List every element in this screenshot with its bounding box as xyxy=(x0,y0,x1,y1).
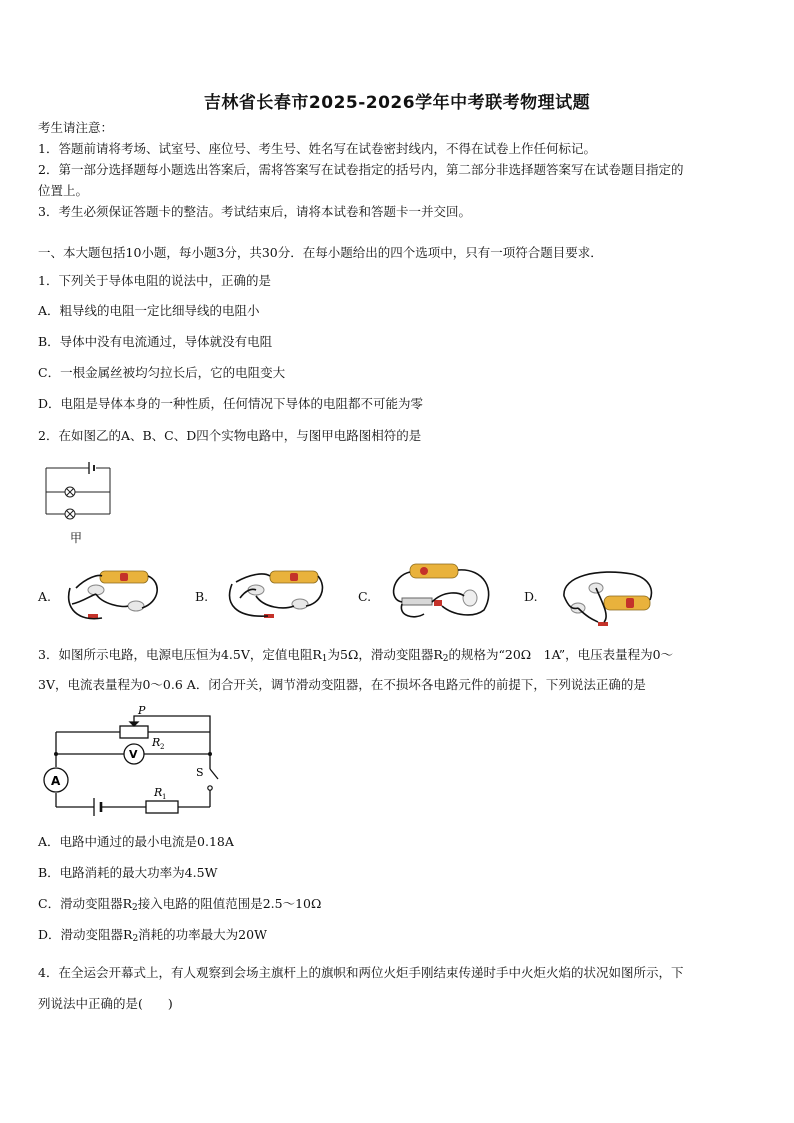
q2-option-c-photo xyxy=(384,560,500,626)
notice-item-2-cont: 位置上。 xyxy=(38,183,89,198)
q2-option-d-label: D. xyxy=(524,589,538,604)
notice-item-1: 1．答题前请将考场、试室号、座位号、考生号、姓名写在试卷密封线内，不得在试卷上作任何标记。 xyxy=(38,141,596,156)
notice-item-2: 2．第一部分选择题每小题选出答案后，需将答案写在试卷指定的括号内，第二部分非选择题答案写在试卷题目指定的 xyxy=(38,162,684,177)
q2-circuit-diagram-jia xyxy=(38,460,118,522)
q2-option-a-label: A. xyxy=(38,589,52,604)
switch-label: S xyxy=(196,766,204,779)
q3-fig-label-r1: R xyxy=(154,786,163,799)
q2-stem: 2．在如图乙的A、B、C、D四个实物电路中，与图甲电路图相符的是 xyxy=(38,428,422,443)
q1-option-b: B．导体中没有电流通过，导体就没有电阻 xyxy=(38,334,273,349)
q3-option-b: B．电路消耗的最大功率为4.5W xyxy=(38,865,218,880)
q2-option-b-label: B. xyxy=(195,589,209,604)
q2-option-b-photo xyxy=(220,568,330,626)
q2-option-a-photo xyxy=(62,568,172,626)
q3-stem-line1: 3．如图所示电路，电源电压恒为4.5V，定值电阻$R_1$为5Ω，滑动变阻器$R_2$的规格为“20Ω 1A”，电压表量程为0～ xyxy=(38,647,674,664)
q4-stem-line1: 4．在全运会开幕式上，有人观察到会场主旗杆上的旗帜和两位火炬手刚结束传递时手中火炬火焰的状况如图所示，下 xyxy=(38,965,684,980)
q1-option-a: A．粗导线的电阻一定比细导线的电阻小 xyxy=(38,303,260,318)
notice-item-3: 3．考生必须保证答题卡的整洁。考试结束后，请将本试卷和答题卡一并交回。 xyxy=(38,204,471,219)
q2-fig-label-jia: 甲 xyxy=(70,531,83,545)
q1-option-c: C．一根金属丝被均匀拉长后，它的电阻变大 xyxy=(38,365,286,380)
q3-fig-label-p: P xyxy=(138,704,146,717)
q2-option-d-photo xyxy=(558,566,658,630)
q3-fig-label-r2: R xyxy=(152,736,161,749)
section-heading: 一、本大题包括10小题，每小题3分，共30分．在每小题给出的四个选项中，只有一项符合题目要求． xyxy=(38,245,603,260)
ammeter-label: A xyxy=(51,774,61,788)
q2-option-c-label: C. xyxy=(358,589,372,604)
q3-circuit-diagram xyxy=(38,704,224,822)
q4-stem-line2: 列说法中正确的是( ) xyxy=(38,996,173,1011)
q3-option-d: D．滑动变阻器$R_2$消耗的功率最大为20W xyxy=(38,927,267,944)
voltmeter-label: V xyxy=(129,748,138,761)
q3-fig-label-r2-sub: 2 xyxy=(160,743,165,751)
q1-stem: 1．下列关于导体电阻的说法中，正确的是 xyxy=(38,273,271,288)
notice-heading: 考生请注意： xyxy=(38,120,114,135)
q3-stem-line2: 3V，电流表量程为0～0.6 A．闭合开关，调节滑动变阻器，在不损坏各电路元件的前提下，下列说法正确的是 xyxy=(38,677,646,692)
q1-option-d: D．电阻是导体本身的一种性质，任何情况下导体的电阻都不可能为零 xyxy=(38,396,424,411)
q3-option-a: A．电路中通过的最小电流是0.18A xyxy=(38,834,234,849)
q3-fig-label-r1-sub: 1 xyxy=(162,793,167,801)
page-title: 吉林省长春市2025-2026学年中考联考物理试题 xyxy=(203,93,591,113)
q3-option-c: C．滑动变阻器$R_2$接入电路的阻值范围是2.5～10Ω xyxy=(38,896,322,913)
